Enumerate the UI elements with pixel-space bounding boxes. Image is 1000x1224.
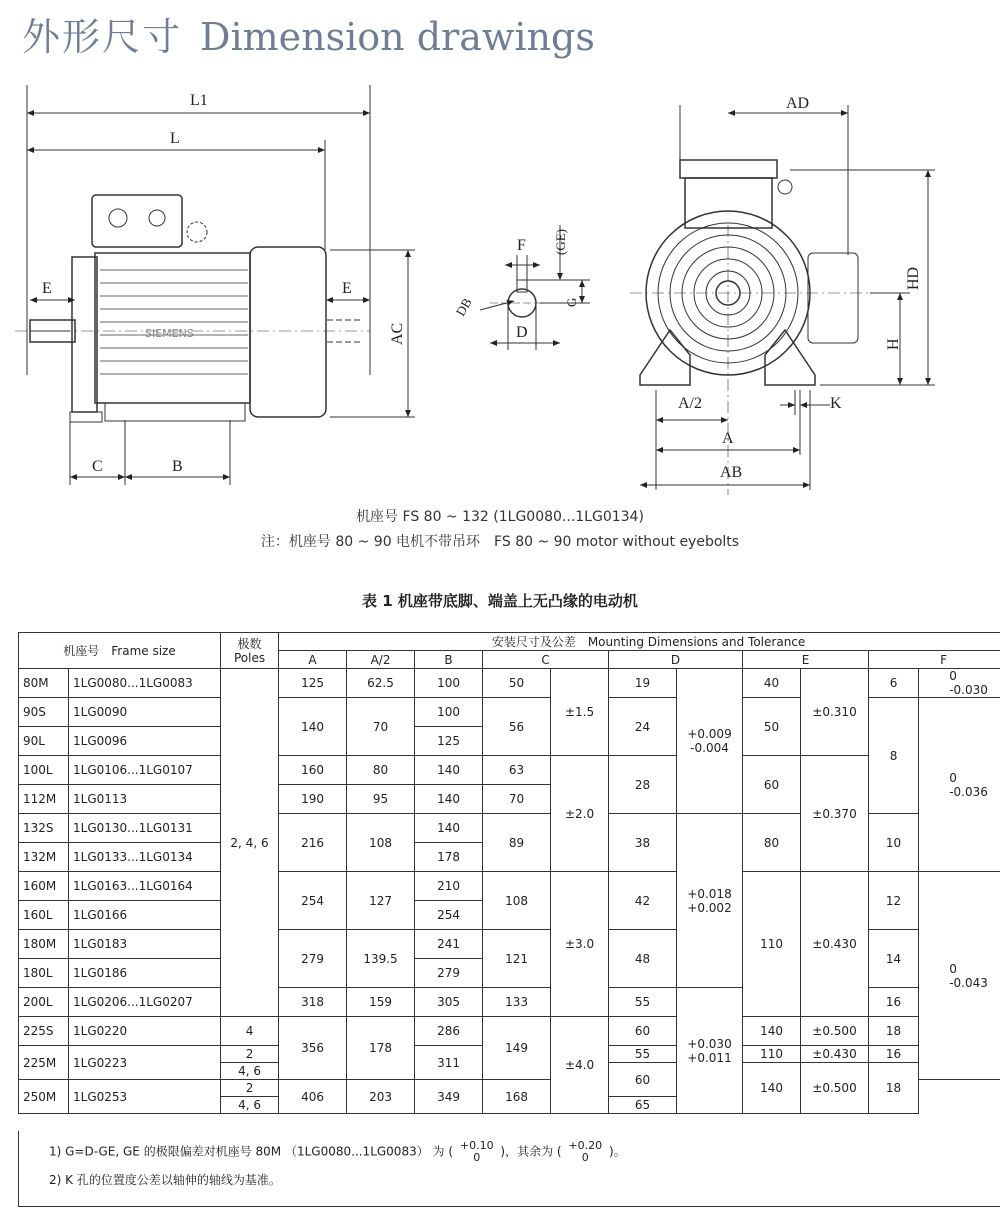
f-cell: 8 — [869, 698, 919, 814]
e-cell: 40 — [743, 669, 801, 698]
b-cell: 241 — [415, 930, 483, 959]
a2-cell: 178 — [347, 1017, 415, 1080]
dim-ac: AC — [389, 322, 406, 345]
dim-a: A — [722, 430, 734, 447]
e-cell: 80 — [743, 814, 801, 872]
e-tol-cell: ±0.430 — [801, 1046, 869, 1063]
e-cell: 140 — [743, 1063, 801, 1114]
d-cell: 42 — [609, 872, 677, 930]
d-cell: 65 — [609, 1097, 677, 1114]
d-cell: 60 — [609, 1063, 677, 1097]
frac-2-up: +0.20 — [568, 1139, 603, 1152]
header-c: C — [483, 651, 609, 669]
b-cell: 305 — [415, 988, 483, 1017]
motor-side-view — [15, 85, 415, 485]
frame-size: 160L — [19, 901, 69, 930]
d-cell: 48 — [609, 930, 677, 988]
a2-cell: 159 — [347, 988, 415, 1017]
poles-cell: 2, 4, 6 — [221, 669, 279, 1017]
f-tol-cell — [919, 872, 1000, 1080]
c-cell: 133 — [483, 988, 551, 1017]
header-f: F — [869, 651, 1000, 669]
c-cell: 108 — [483, 872, 551, 930]
f-cell: 18 — [869, 1063, 919, 1114]
a2-cell: 62.5 — [347, 669, 415, 698]
frame-model: 1LG0096 — [69, 727, 221, 756]
frame-size: 180M — [19, 930, 69, 959]
e-tol-cell: ±0.430 — [801, 872, 869, 1017]
drawing-caption: 机座号 FS 80 ~ 132 (1LG0080...1LG0134) — [356, 509, 644, 525]
frame-model: 1LG0183 — [69, 930, 221, 959]
tolerance-fraction-1 — [460, 1140, 494, 1164]
d-cell: 28 — [609, 756, 677, 814]
c-tol-cell: ±1.5 — [551, 669, 609, 756]
e-tol-cell: ±0.500 — [801, 1017, 869, 1046]
frame-model: 1LG0220 — [69, 1017, 221, 1046]
a-cell: 279 — [279, 930, 347, 988]
b-cell: 125 — [415, 727, 483, 756]
f-tol-up: 0 — [949, 669, 957, 683]
a-cell: 160 — [279, 756, 347, 785]
frame-size: 160M — [19, 872, 69, 901]
c-tol-cell: ±2.0 — [551, 756, 609, 872]
shaft-detail — [480, 225, 590, 350]
d-tol-low: -0.004 — [690, 741, 729, 755]
poles-cell: 2 — [221, 1046, 279, 1063]
dim-ab: AB — [720, 464, 743, 481]
poles-cell: 4 — [221, 1017, 279, 1046]
frame-size: 225S — [19, 1017, 69, 1046]
frame-model: 1LG0253 — [69, 1080, 221, 1114]
f-cell: 14 — [869, 930, 919, 988]
frame-model: 1LG0113 — [69, 785, 221, 814]
e-tol-cell: ±0.370 — [801, 756, 869, 872]
header-poles — [221, 633, 279, 669]
b-cell: 254 — [415, 901, 483, 930]
c-cell: 50 — [483, 669, 551, 698]
f-tol-cell — [919, 669, 1000, 698]
d-tol-low: +0.011 — [687, 1050, 732, 1065]
header-mounting: 安装尺寸及公差 Mounting Dimensions and Tolerance — [279, 633, 1000, 651]
d-tol-up: +0.030 — [687, 1036, 732, 1051]
dim-a2: A/2 — [678, 395, 702, 412]
page-title — [22, 6, 595, 61]
a-cell: 406 — [279, 1080, 347, 1114]
e-cell: 50 — [743, 698, 801, 756]
a-cell: 254 — [279, 872, 347, 930]
b-cell: 286 — [415, 1017, 483, 1046]
frac-1-up: +0.10 — [459, 1139, 494, 1152]
f-tol-cell — [919, 698, 1000, 872]
table-title: 表 1 机座带底脚、端盖上无凸缘的电动机 — [362, 592, 638, 610]
frame-model: 1LG0223 — [69, 1046, 221, 1080]
b-cell: 140 — [415, 785, 483, 814]
e-tol-cell: ±0.310 — [801, 669, 869, 756]
a2-cell: 80 — [347, 756, 415, 785]
dim-e-right: E — [342, 280, 352, 297]
c-cell: 56 — [483, 698, 551, 756]
frame-model: 1LG0133...1LG0134 — [69, 843, 221, 872]
dim-db: DB — [452, 295, 475, 319]
d-cell: 55 — [609, 988, 677, 1017]
dim-l: L — [170, 130, 180, 147]
f-cell: 10 — [869, 814, 919, 872]
a2-cell: 127 — [347, 872, 415, 930]
frame-model: 1LG0166 — [69, 901, 221, 930]
header-e: E — [743, 651, 869, 669]
a-cell: 125 — [279, 669, 347, 698]
f-cell: 16 — [869, 1046, 919, 1063]
f-tol-up: 0 — [949, 961, 957, 976]
poles-cell: 4, 6 — [221, 1063, 279, 1080]
b-cell: 140 — [415, 756, 483, 785]
d-cell: 38 — [609, 814, 677, 872]
e-cell: 110 — [743, 1046, 801, 1063]
frame-size: 90L — [19, 727, 69, 756]
frame-model: 1LG0106...1LG0107 — [69, 756, 221, 785]
header-b: B — [415, 651, 483, 669]
dim-f: F — [517, 237, 526, 254]
e-cell: 60 — [743, 756, 801, 814]
a-cell: 216 — [279, 814, 347, 872]
d-tol-cell — [677, 988, 743, 1114]
frame-model: 1LG0163...1LG0164 — [69, 872, 221, 901]
f-cell: 18 — [869, 1017, 919, 1046]
d-cell: 19 — [609, 669, 677, 698]
a-cell: 356 — [279, 1017, 347, 1080]
header-a2: A/2 — [347, 651, 415, 669]
frame-model: 1LG0080...1LG0083 — [69, 669, 221, 698]
b-cell: 100 — [415, 669, 483, 698]
e-cell: 110 — [743, 872, 801, 1017]
c-cell: 121 — [483, 930, 551, 988]
dim-g: G — [564, 297, 579, 307]
note-1-mid: )，其余为 ( — [500, 1144, 562, 1159]
c-tol-cell: ±3.0 — [551, 872, 609, 1017]
f-tol-low: -0.036 — [949, 784, 988, 799]
a2-cell: 95 — [347, 785, 415, 814]
b-cell: 311 — [415, 1046, 483, 1080]
f-tol-up: 0 — [949, 770, 957, 785]
b-cell: 178 — [415, 843, 483, 872]
frac-1-low: 0 — [473, 1151, 481, 1164]
frame-size: 80M — [19, 669, 69, 698]
dim-ge: (GE) — [553, 229, 568, 255]
dim-e-left: E — [42, 280, 52, 297]
a-cell: 190 — [279, 785, 347, 814]
a2-cell: 70 — [347, 698, 415, 756]
frame-size: 90S — [19, 698, 69, 727]
f-tol-low: -0.030 — [949, 683, 988, 697]
d-cell: 24 — [609, 698, 677, 756]
frame-size: 200L — [19, 988, 69, 1017]
f-cell: 6 — [869, 669, 919, 698]
frame-size: 180L — [19, 959, 69, 988]
c-cell: 149 — [483, 1017, 551, 1080]
d-tol-cell — [677, 669, 743, 814]
note-1 — [49, 1140, 626, 1164]
d-cell: 60 — [609, 1017, 677, 1046]
frame-model: 1LG0206...1LG0207 — [69, 988, 221, 1017]
dim-b: B — [172, 458, 183, 475]
frame-size: 250M — [19, 1080, 69, 1114]
dimension-table — [18, 632, 1000, 1114]
b-cell: 140 — [415, 814, 483, 843]
c-tol-cell: ±4.0 — [551, 1017, 609, 1114]
e-cell: 140 — [743, 1017, 801, 1046]
d-tol-up: +0.018 — [687, 886, 732, 901]
b-cell: 279 — [415, 959, 483, 988]
c-cell: 168 — [483, 1080, 551, 1114]
header-poles-en: Poles — [233, 650, 266, 665]
dim-h: H — [885, 338, 902, 350]
header-d: D — [609, 651, 743, 669]
note-1-text: 1) G=D-GE, GE 的极限偏差对机座号 80M （1LG0080...1LG0083） 为 ( — [49, 1144, 454, 1159]
dim-k: K — [830, 395, 842, 412]
title-cn: 外形尺寸 — [22, 15, 183, 59]
f-tol-low: -0.043 — [949, 975, 988, 990]
header-frame: 机座号 Frame size — [19, 633, 221, 669]
c-cell: 70 — [483, 785, 551, 814]
brand-plate: SIEMENS — [145, 327, 194, 340]
a2-cell: 139.5 — [347, 930, 415, 988]
d-tol-cell — [677, 814, 743, 988]
d-tol-low: +0.002 — [687, 900, 732, 915]
d-tol-up: +0.009 — [687, 727, 732, 741]
a2-cell: 108 — [347, 814, 415, 872]
a2-cell: 203 — [347, 1080, 415, 1114]
header-poles-cn: 极数 — [237, 636, 262, 651]
frame-size: 225M — [19, 1046, 69, 1080]
frame-size: 132S — [19, 814, 69, 843]
poles-cell: 2 — [221, 1080, 279, 1097]
dim-ad: AD — [786, 95, 810, 112]
d-cell: 55 — [609, 1046, 677, 1063]
f-cell: 12 — [869, 872, 919, 930]
b-cell: 100 — [415, 698, 483, 727]
note-2: 2) K 孔的位置度公差以轴伸的轴线为基准。 — [49, 1173, 281, 1187]
frame-size: 132M — [19, 843, 69, 872]
header-a: A — [279, 651, 347, 669]
b-cell: 210 — [415, 872, 483, 901]
f-cell: 16 — [869, 988, 919, 1017]
frame-model: 1LG0130...1LG0131 — [69, 814, 221, 843]
a-cell: 318 — [279, 988, 347, 1017]
frac-2-low: 0 — [581, 1151, 589, 1164]
frame-model: 1LG0186 — [69, 959, 221, 988]
c-cell: 63 — [483, 756, 551, 785]
dim-hd: HD — [905, 266, 922, 290]
dim-c: C — [92, 458, 103, 475]
drawing-note: 注：机座号 80 ~ 90 电机不带吊环 FS 80 ~ 90 motor without eyebolts — [260, 534, 740, 550]
title-en: Dimension drawings — [200, 15, 595, 59]
dim-l1: L1 — [190, 92, 208, 109]
tolerance-fraction-2 — [568, 1140, 602, 1164]
frame-size: 100L — [19, 756, 69, 785]
dim-d: D — [516, 324, 528, 341]
frame-model: 1LG0090 — [69, 698, 221, 727]
b-cell: 349 — [415, 1080, 483, 1114]
e-tol-cell: ±0.500 — [801, 1063, 869, 1114]
note-1-end: )。 — [608, 1144, 626, 1159]
c-cell: 89 — [483, 814, 551, 872]
dimension-drawing — [0, 75, 1000, 495]
frame-size: 112M — [19, 785, 69, 814]
a-cell: 140 — [279, 698, 347, 756]
table-notes — [18, 1131, 1000, 1207]
motor-end-view — [630, 105, 935, 495]
poles-cell: 4, 6 — [221, 1097, 279, 1114]
